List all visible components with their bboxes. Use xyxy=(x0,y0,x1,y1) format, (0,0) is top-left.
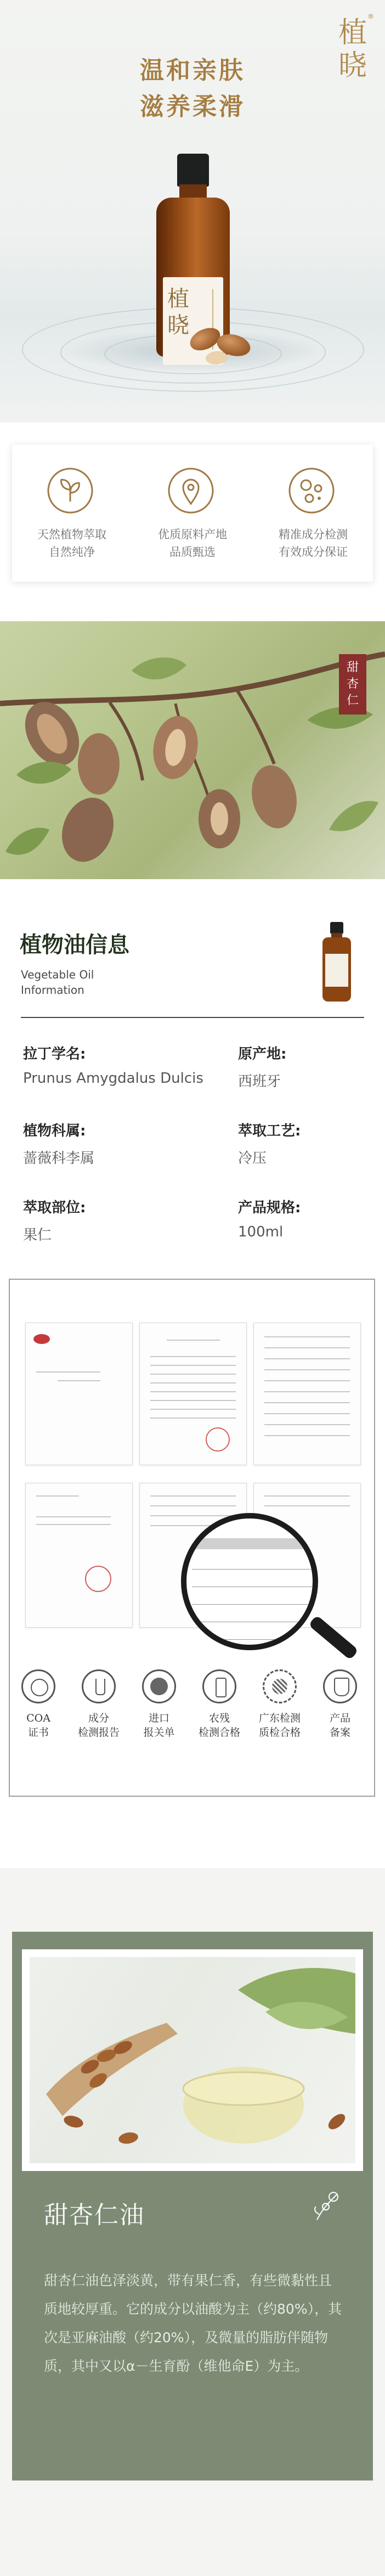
spec-value: 100ml xyxy=(238,1224,284,1240)
cert-item xyxy=(253,1669,306,1740)
bottle-check-icon xyxy=(202,1669,236,1703)
oil-description: 甜杏仁油色泽淡黄，带有果仁香，有些微黏性且质地较厚重。它的成分以油酸为主（约80%），其次是亚麻油酸（约20%），及微量的脂肪伴随物质，其中又以α－生育酚（维他命E）为主。 xyxy=(44,2273,342,2374)
cert-label-line1: 产品 xyxy=(329,1712,350,1724)
almond-blossom-icon xyxy=(312,2187,342,2225)
extraction-method-label: 萃取工艺: xyxy=(238,1123,301,1139)
almond-tree-photo xyxy=(0,621,385,879)
info-title: 植物油信息 xyxy=(20,932,129,958)
small-bottle-image xyxy=(322,922,351,1002)
cert-item xyxy=(72,1669,125,1740)
spec-label: 产品规格: xyxy=(238,1200,301,1216)
origin-label: 原产地: xyxy=(238,1046,287,1062)
almond-tag-text: 甜杏仁 xyxy=(347,661,359,707)
feature-subtitle: 品质甄选 xyxy=(169,545,216,559)
almond-oil-photo-frame xyxy=(22,1949,363,2171)
cert-label-line2: 质检合格 xyxy=(258,1726,301,1739)
feature-item xyxy=(12,445,132,582)
certificate-icons-row xyxy=(10,1669,374,1779)
cert-label-line1: 成分 xyxy=(88,1712,109,1724)
feature-card xyxy=(12,445,373,582)
extraction-part-value: 果仁 xyxy=(23,1227,52,1244)
cert-label-line2: 报关单 xyxy=(143,1726,175,1739)
feature-item xyxy=(133,445,252,582)
cert-label-line2: 备案 xyxy=(329,1726,350,1739)
almond-oil-illustration xyxy=(30,1957,355,2163)
cert-item xyxy=(314,1669,366,1740)
cert-label-line2: 证书 xyxy=(27,1726,49,1739)
cert-label-line2: 检测报告 xyxy=(77,1726,120,1739)
slogan-line-1: 温和亲肤 xyxy=(140,57,245,85)
certificate-document xyxy=(253,1323,361,1465)
brand-logo-text: 植晓 xyxy=(338,16,367,82)
bottle-brand: 植晓 xyxy=(167,286,189,338)
extraction-part-label: 萃取部位: xyxy=(23,1200,86,1216)
cert-label-line1: 广东检测 xyxy=(258,1712,301,1724)
coa-seal-icon xyxy=(21,1669,55,1703)
registered-mark: ® xyxy=(367,13,374,20)
almond-oil-photo xyxy=(30,1957,355,2163)
almond-tag xyxy=(339,654,366,715)
globe-icon xyxy=(142,1669,176,1703)
slogan-line-2: 滋养柔滑 xyxy=(140,93,245,121)
cert-label-line1: 进口 xyxy=(148,1712,169,1724)
cert-label-line2: 检测合格 xyxy=(198,1726,240,1739)
latin-name-label: 拉丁学名: xyxy=(23,1046,86,1062)
cert-label-line1: COA xyxy=(26,1712,50,1724)
certificate-box xyxy=(9,1279,375,1797)
oil-title: 甜杏仁油 xyxy=(44,2201,145,2229)
feature-title: 天然植物萃取 xyxy=(37,528,106,541)
feature-item xyxy=(253,445,373,582)
test-flask-icon xyxy=(82,1669,116,1703)
cert-item xyxy=(133,1669,185,1740)
family-value: 蔷薇科李属 xyxy=(23,1150,95,1167)
latin-name-value: Prunus Amygdalus Dulcis xyxy=(23,1070,203,1087)
feature-subtitle: 有效成分保证 xyxy=(279,545,348,559)
feature-subtitle: 自然纯净 xyxy=(49,545,95,559)
feature-title: 精准成分检测 xyxy=(279,528,348,541)
family-label: 植物科属: xyxy=(23,1123,86,1139)
leaf-in-circle-icon xyxy=(46,466,94,515)
cert-item xyxy=(12,1669,65,1740)
shield-plus-icon xyxy=(323,1669,357,1703)
magnifier-lens xyxy=(181,1513,318,1650)
origin-value: 西班牙 xyxy=(238,1073,281,1090)
certificate-document xyxy=(139,1323,247,1465)
bottle-cap xyxy=(177,154,209,187)
extraction-method-value: 冷压 xyxy=(238,1150,267,1167)
guangdong-stamp-icon xyxy=(263,1669,297,1703)
location-pin-icon xyxy=(167,466,215,515)
molecules-icon xyxy=(287,466,336,515)
certificate-document xyxy=(25,1483,133,1628)
hero-banner xyxy=(0,0,385,423)
info-subtitle: Vegetable Oil Information xyxy=(21,968,94,997)
almond-branch-illustration xyxy=(0,621,385,879)
feature-title: 优质原料产地 xyxy=(158,528,227,541)
certificate-document xyxy=(25,1323,133,1465)
product-bottle xyxy=(156,154,230,362)
cert-label-line1: 农残 xyxy=(208,1712,230,1724)
info-divider xyxy=(21,1017,364,1018)
cert-item xyxy=(193,1669,246,1740)
